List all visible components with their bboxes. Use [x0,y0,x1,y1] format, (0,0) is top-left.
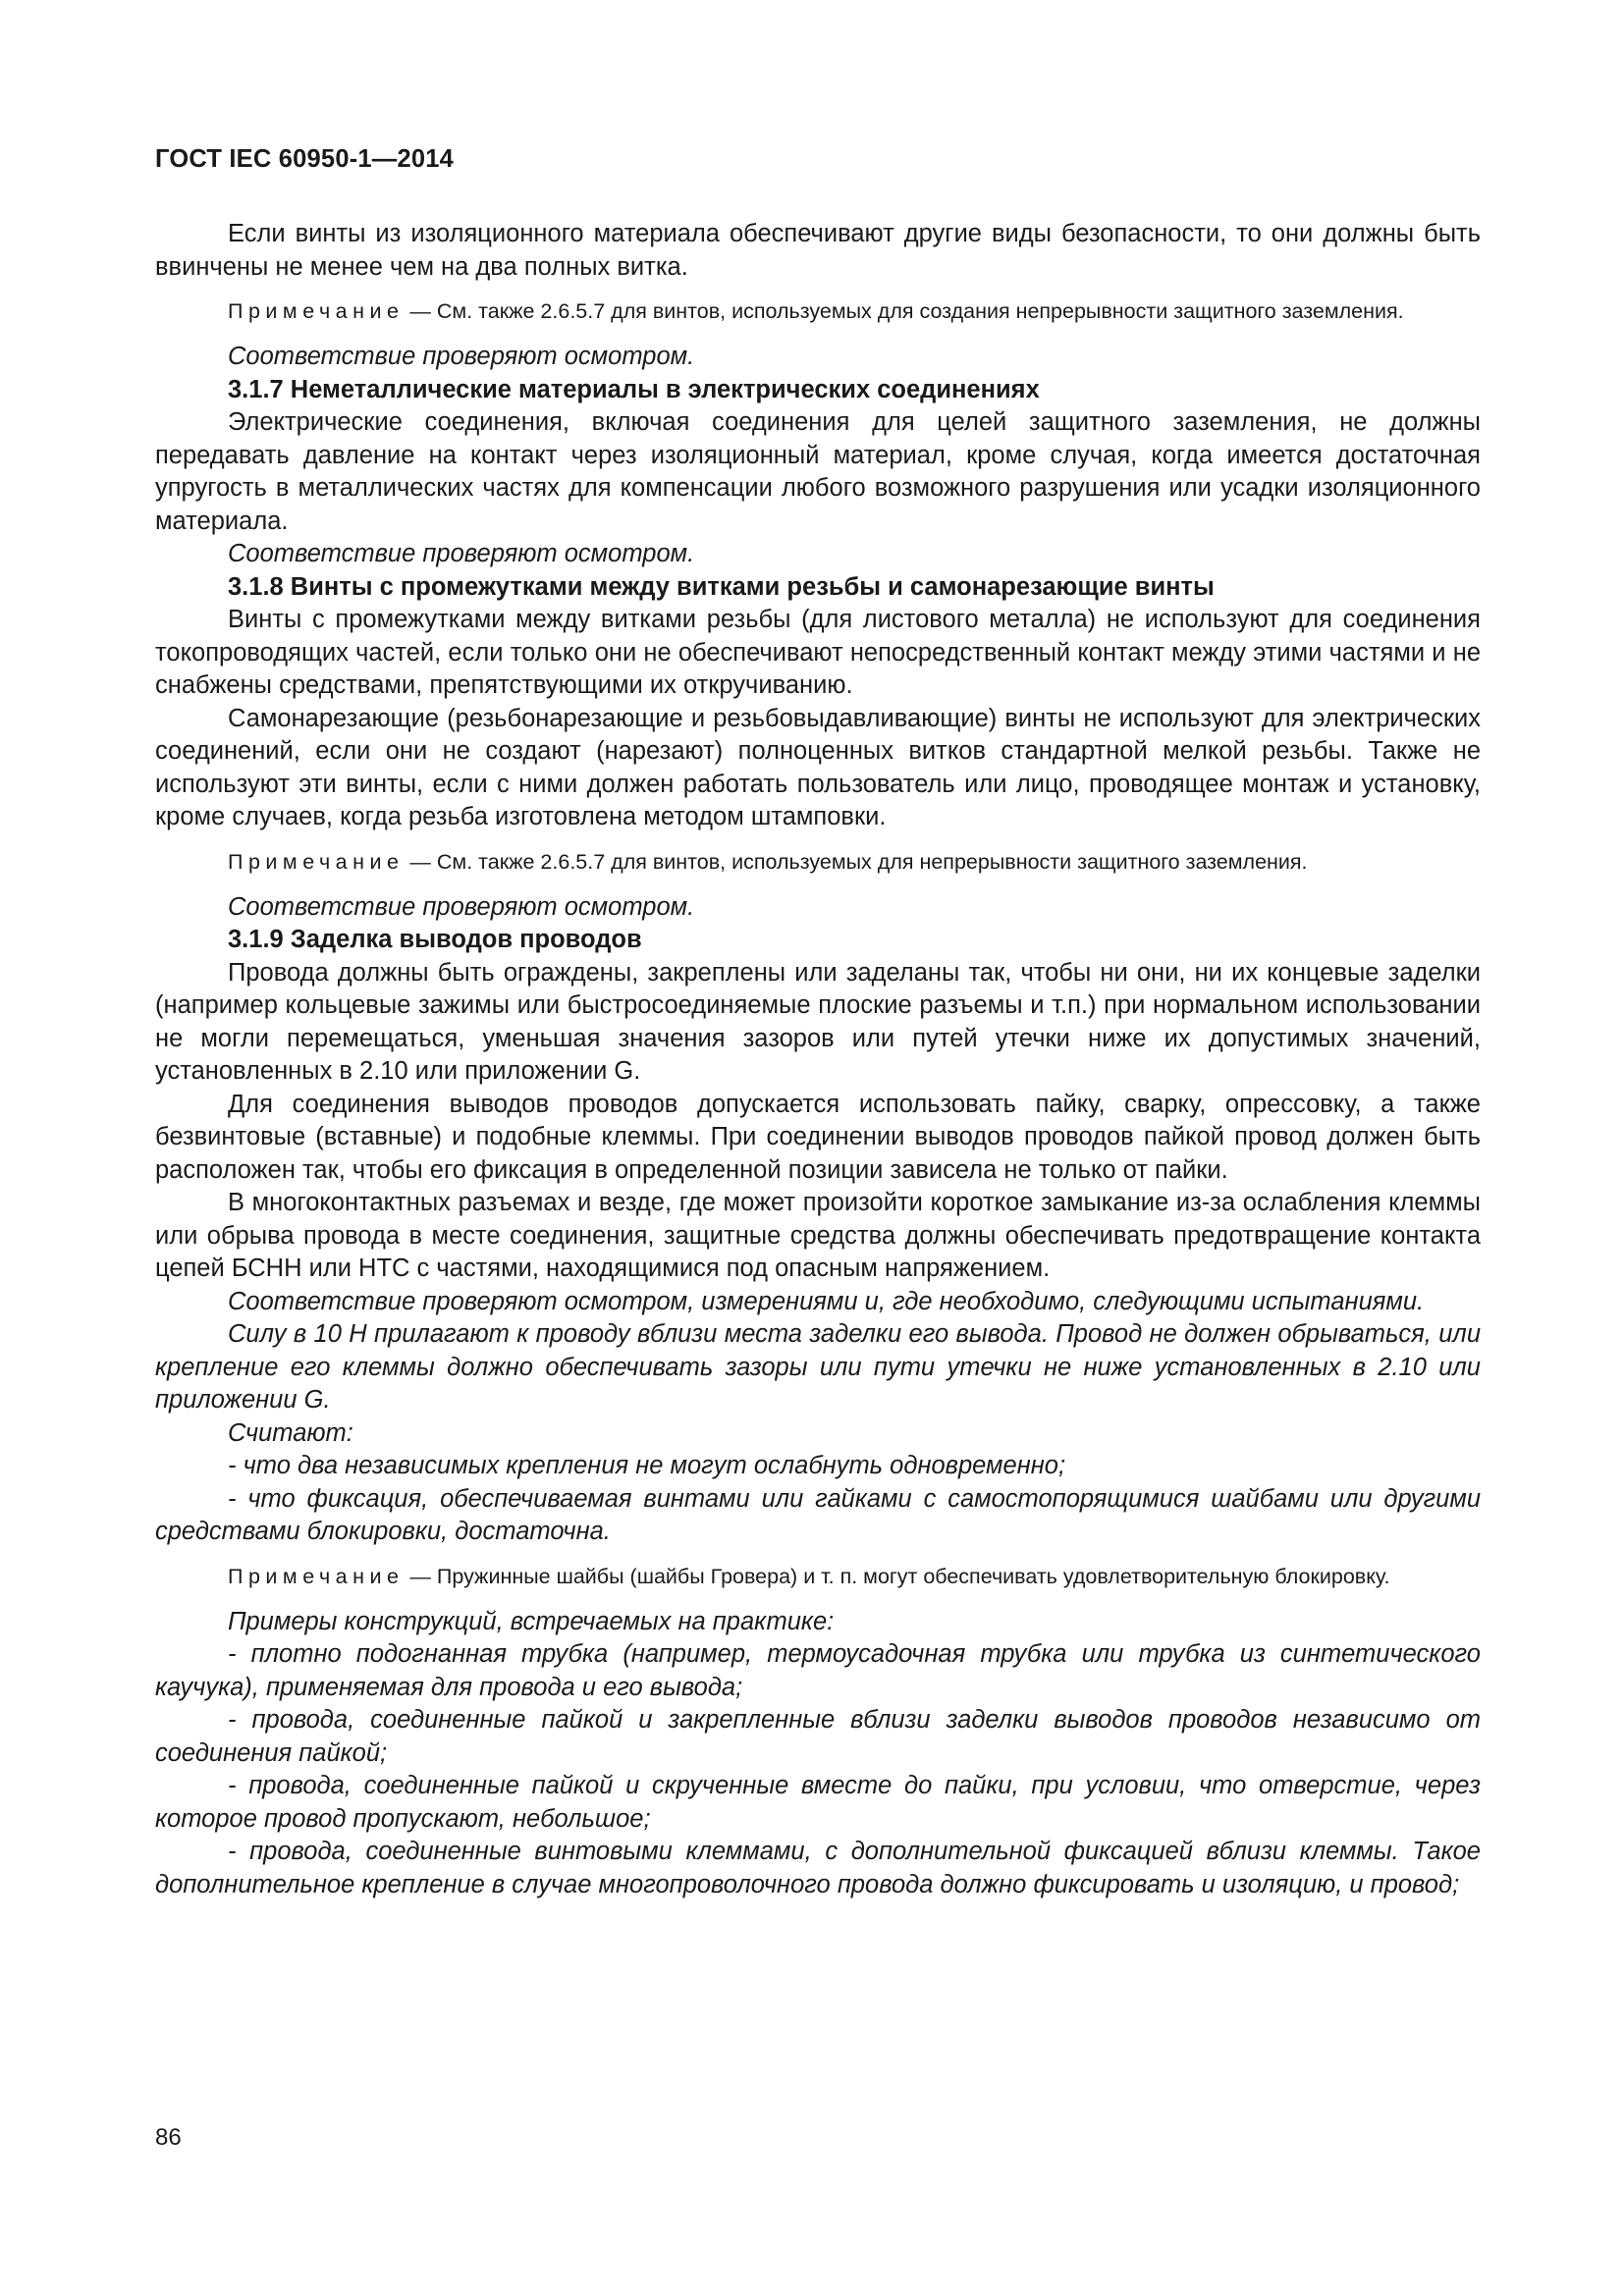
note-text: — Пружинные шайбы (шайбы Гровера) и т. п. могут обеспечивать удовлетворительную блокировку. [404,1564,1390,1588]
note-text: — См. также 2.6.5.7 для винтов, используемых для создания непрерывности защитного заземления. [404,299,1404,323]
note-label: Примечание [228,299,405,323]
italic-paragraph: Соответствие проверяют осмотром. [228,540,695,567]
paragraph: Провода должны быть ограждены, закреплены или заделаны так, чтобы ни они, ни их концевые заделки (например кольцевые зажимы или быстросоединяемые плоские разъемы и т.п.) при нормальном использовании не могли перемещаться, уменьшая значения зазоров или путей утечки ниже их допустимых значений, установленных в 2.10 или приложении G. [155,958,1481,1085]
italic-paragraph: Соответствие проверяют осмотром. [228,892,695,921]
note-text: — См. также 2.6.5.7 для винтов, используемых для непрерывности защитного заземления. [404,849,1308,874]
paragraph: Электрические соединения, включая соединения для целей защитного заземления, не должны передавать давление на контакт через изоляционный материал, кроме случая, когда имеется достаточная упругость в металлических частях для компенсации любого возможного разрушения или усадки изоляционного материала. [155,408,1481,535]
italic-paragraph: Соответствие проверяют осмотром. [228,343,695,370]
document-body [155,218,1481,1901]
note-label: Примечание [228,849,405,874]
document-header: ГОСТ IEC 60950-1—2014 [155,145,454,173]
note-paragraph [155,296,1481,326]
document-page [155,145,1481,1901]
italic-paragraph: - провода, соединенные винтовыми клеммами, с дополнительной фиксацией вблизи клеммы. Такое дополнительное крепление в случае многопроволочного провода должно фиксировать и изоляцию, и провод; [155,1838,1481,1898]
italic-paragraph: Силу в 10 Н прилагают к проводу вблизи места заделки его вывода. Провод не должен обрываться, или крепление его клеммы должно обеспечивать зазоры или пути утечки не ниже установленных в 2.10 или приложении G. [155,1320,1481,1414]
section-heading: 3.1.9 Заделка выводов проводов [228,926,642,953]
note-paragraph [155,847,1481,877]
paragraph: Винты с промежутками между витками резьбы (для листового металла) не используют для соединения токопроводящих частей, если только они не обеспечивают непосредственный контакт между этими частями и не снабжены средствами, препятствующими их откручиванию. [155,606,1481,699]
italic-paragraph: Считают: [228,1418,353,1447]
italic-paragraph: Соответствие проверяют осмотром, измерениями и, где необходимо, следующими испытаниями. [228,1287,1425,1315]
paragraph: В многоконтактных разъемах и везде, где может произойти короткое замыкание из-за ослабления клеммы или обрыва провода в месте соединения, защитные средства должны обеспечивать предотвращение контакта цепей БСНН или НТС с частями, находящимися под опасным напряжением. [155,1189,1481,1282]
italic-paragraph: - что фиксация, обеспечиваемая винтами или гайками с самостопорящимися шайбами или другими средствами блокировки, достаточна. [155,1484,1481,1545]
section-heading: 3.1.7 Неметаллические материалы в электрических соединениях [228,375,1040,403]
italic-paragraph: - плотно подогнанная трубка (например, термоусадочная трубка или трубка из синтетического каучука), применяемая для провода и его вывода; [155,1640,1481,1701]
paragraph: Самонарезающие (резьбонарезающие и резьбовыдавливающие) винты не используют для электрических соединений, если они не создают (нарезают) полноценных витков стандартной мелкой резьбы. Также не используют эти винты, если с ними должен работать пользователь или лицо, проводящее монтаж и установку, кроме случаев, когда резьба изготовлена методом штамповки. [155,704,1481,830]
italic-paragraph: - провода, соединенные пайкой и закрепленные вблизи заделки выводов проводов независимо от соединения пайкой; [155,1706,1481,1767]
paragraph: Для соединения выводов проводов допускается использовать пайку, сварку, опрессовку, а также безвинтовые (вставные) и подобные клеммы. При соединении выводов проводов пайкой провод должен быть расположен так, чтобы его фиксация в определенной позиции зависела не только от пайки. [155,1090,1481,1184]
note-label: Примечание [228,1564,405,1588]
paragraph: Если винты из изоляционного материала обеспечивают другие виды безопасности, то они должны быть ввинчены не менее чем на два полных витка. [155,220,1481,281]
italic-paragraph: - что два независимых крепления не могут ослабнуть одновременно; [228,1452,1066,1479]
italic-paragraph: - провода, соединенные пайкой и скрученные вместе до пайки, при условии, что отверстие, через которое провод пропускают, небольшое; [155,1772,1481,1833]
note-paragraph [155,1562,1481,1591]
page-number: 86 [155,2124,182,2151]
italic-paragraph: Примеры конструкций, встречаемых на практике: [228,1607,835,1635]
section-heading: 3.1.8 Винты с промежутками между витками резьбы и самонарезающие винты [228,572,1215,601]
